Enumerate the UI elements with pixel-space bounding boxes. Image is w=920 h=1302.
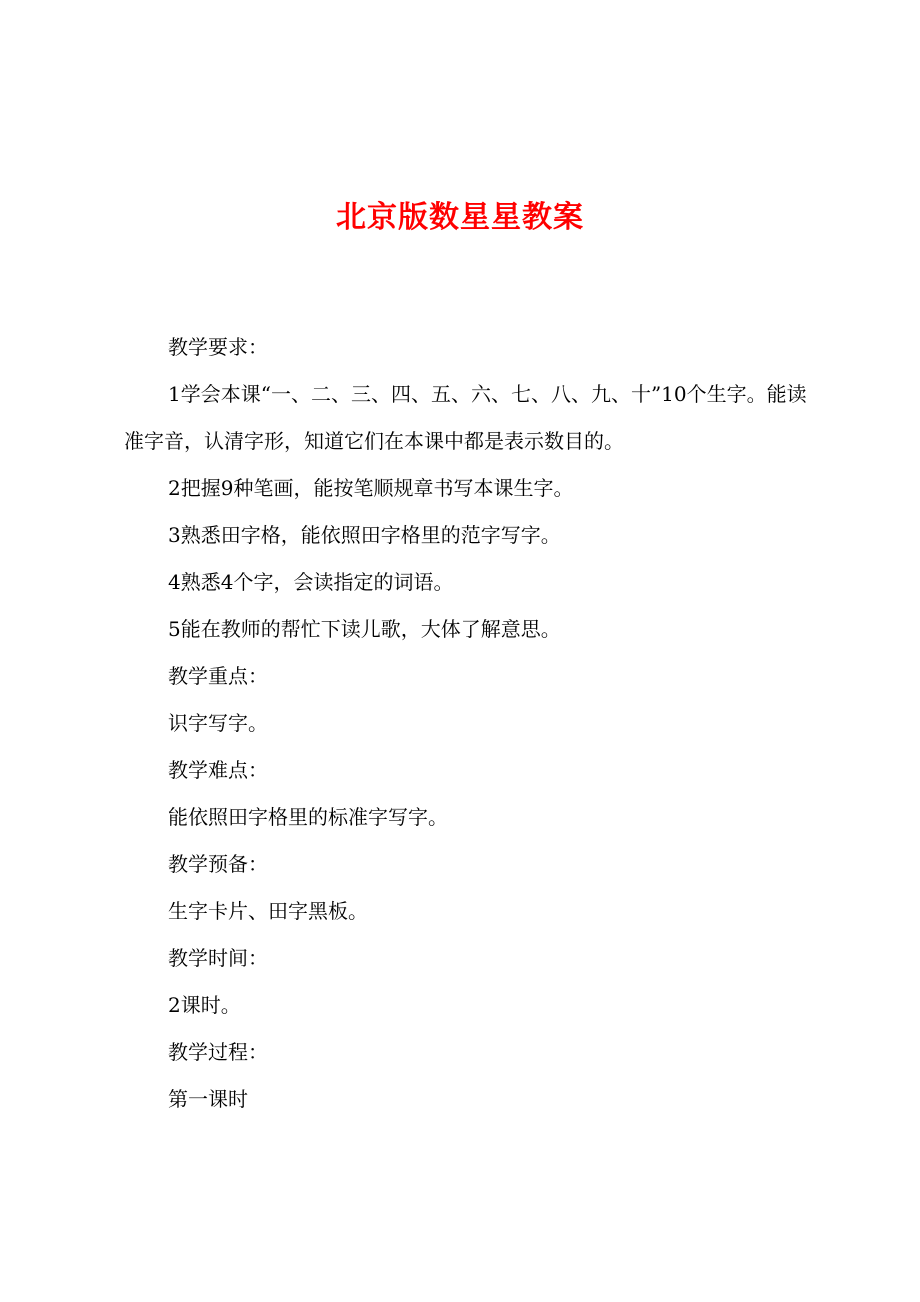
section-heading-preparation: 教学预备： bbox=[168, 852, 268, 876]
requirement-item: 1学会本课“一、二、三、四、五、六、七、八、九、十”10个生字。能读准字音，认清字形，知道它们在本课中都是表示数目的。 bbox=[124, 382, 807, 453]
requirement-item: 4熟悉4个字，会读指定的词语。 bbox=[168, 570, 454, 594]
section-heading-key-points: 教学重点： bbox=[168, 664, 268, 688]
requirement-item: 2把握9种笔画，能按笔顺规章书写本课生字。 bbox=[168, 476, 574, 500]
document-title: 北京版数星星教案 bbox=[336, 200, 584, 235]
requirement-item: 3熟悉田字格，能依照田字格里的范字写字。 bbox=[168, 523, 561, 547]
section-heading-time: 教学时间： bbox=[168, 946, 268, 970]
section-heading-requirements: 教学要求： bbox=[168, 335, 268, 359]
document-body bbox=[124, 324, 824, 1123]
requirement-item: 5能在教师的帮忙下读儿歌，大体了解意思。 bbox=[168, 617, 561, 641]
preparation-text: 生字卡片、田字黑板。 bbox=[168, 899, 368, 923]
lesson-heading: 第一课时 bbox=[168, 1087, 248, 1111]
time-text: 2课时。 bbox=[168, 993, 241, 1017]
key-points-text: 识字写字。 bbox=[168, 711, 268, 735]
section-heading-process: 教学过程： bbox=[168, 1040, 268, 1064]
difficulties-text: 能依照田字格里的标准字写字。 bbox=[168, 805, 448, 829]
section-heading-difficulties: 教学难点： bbox=[168, 758, 268, 782]
